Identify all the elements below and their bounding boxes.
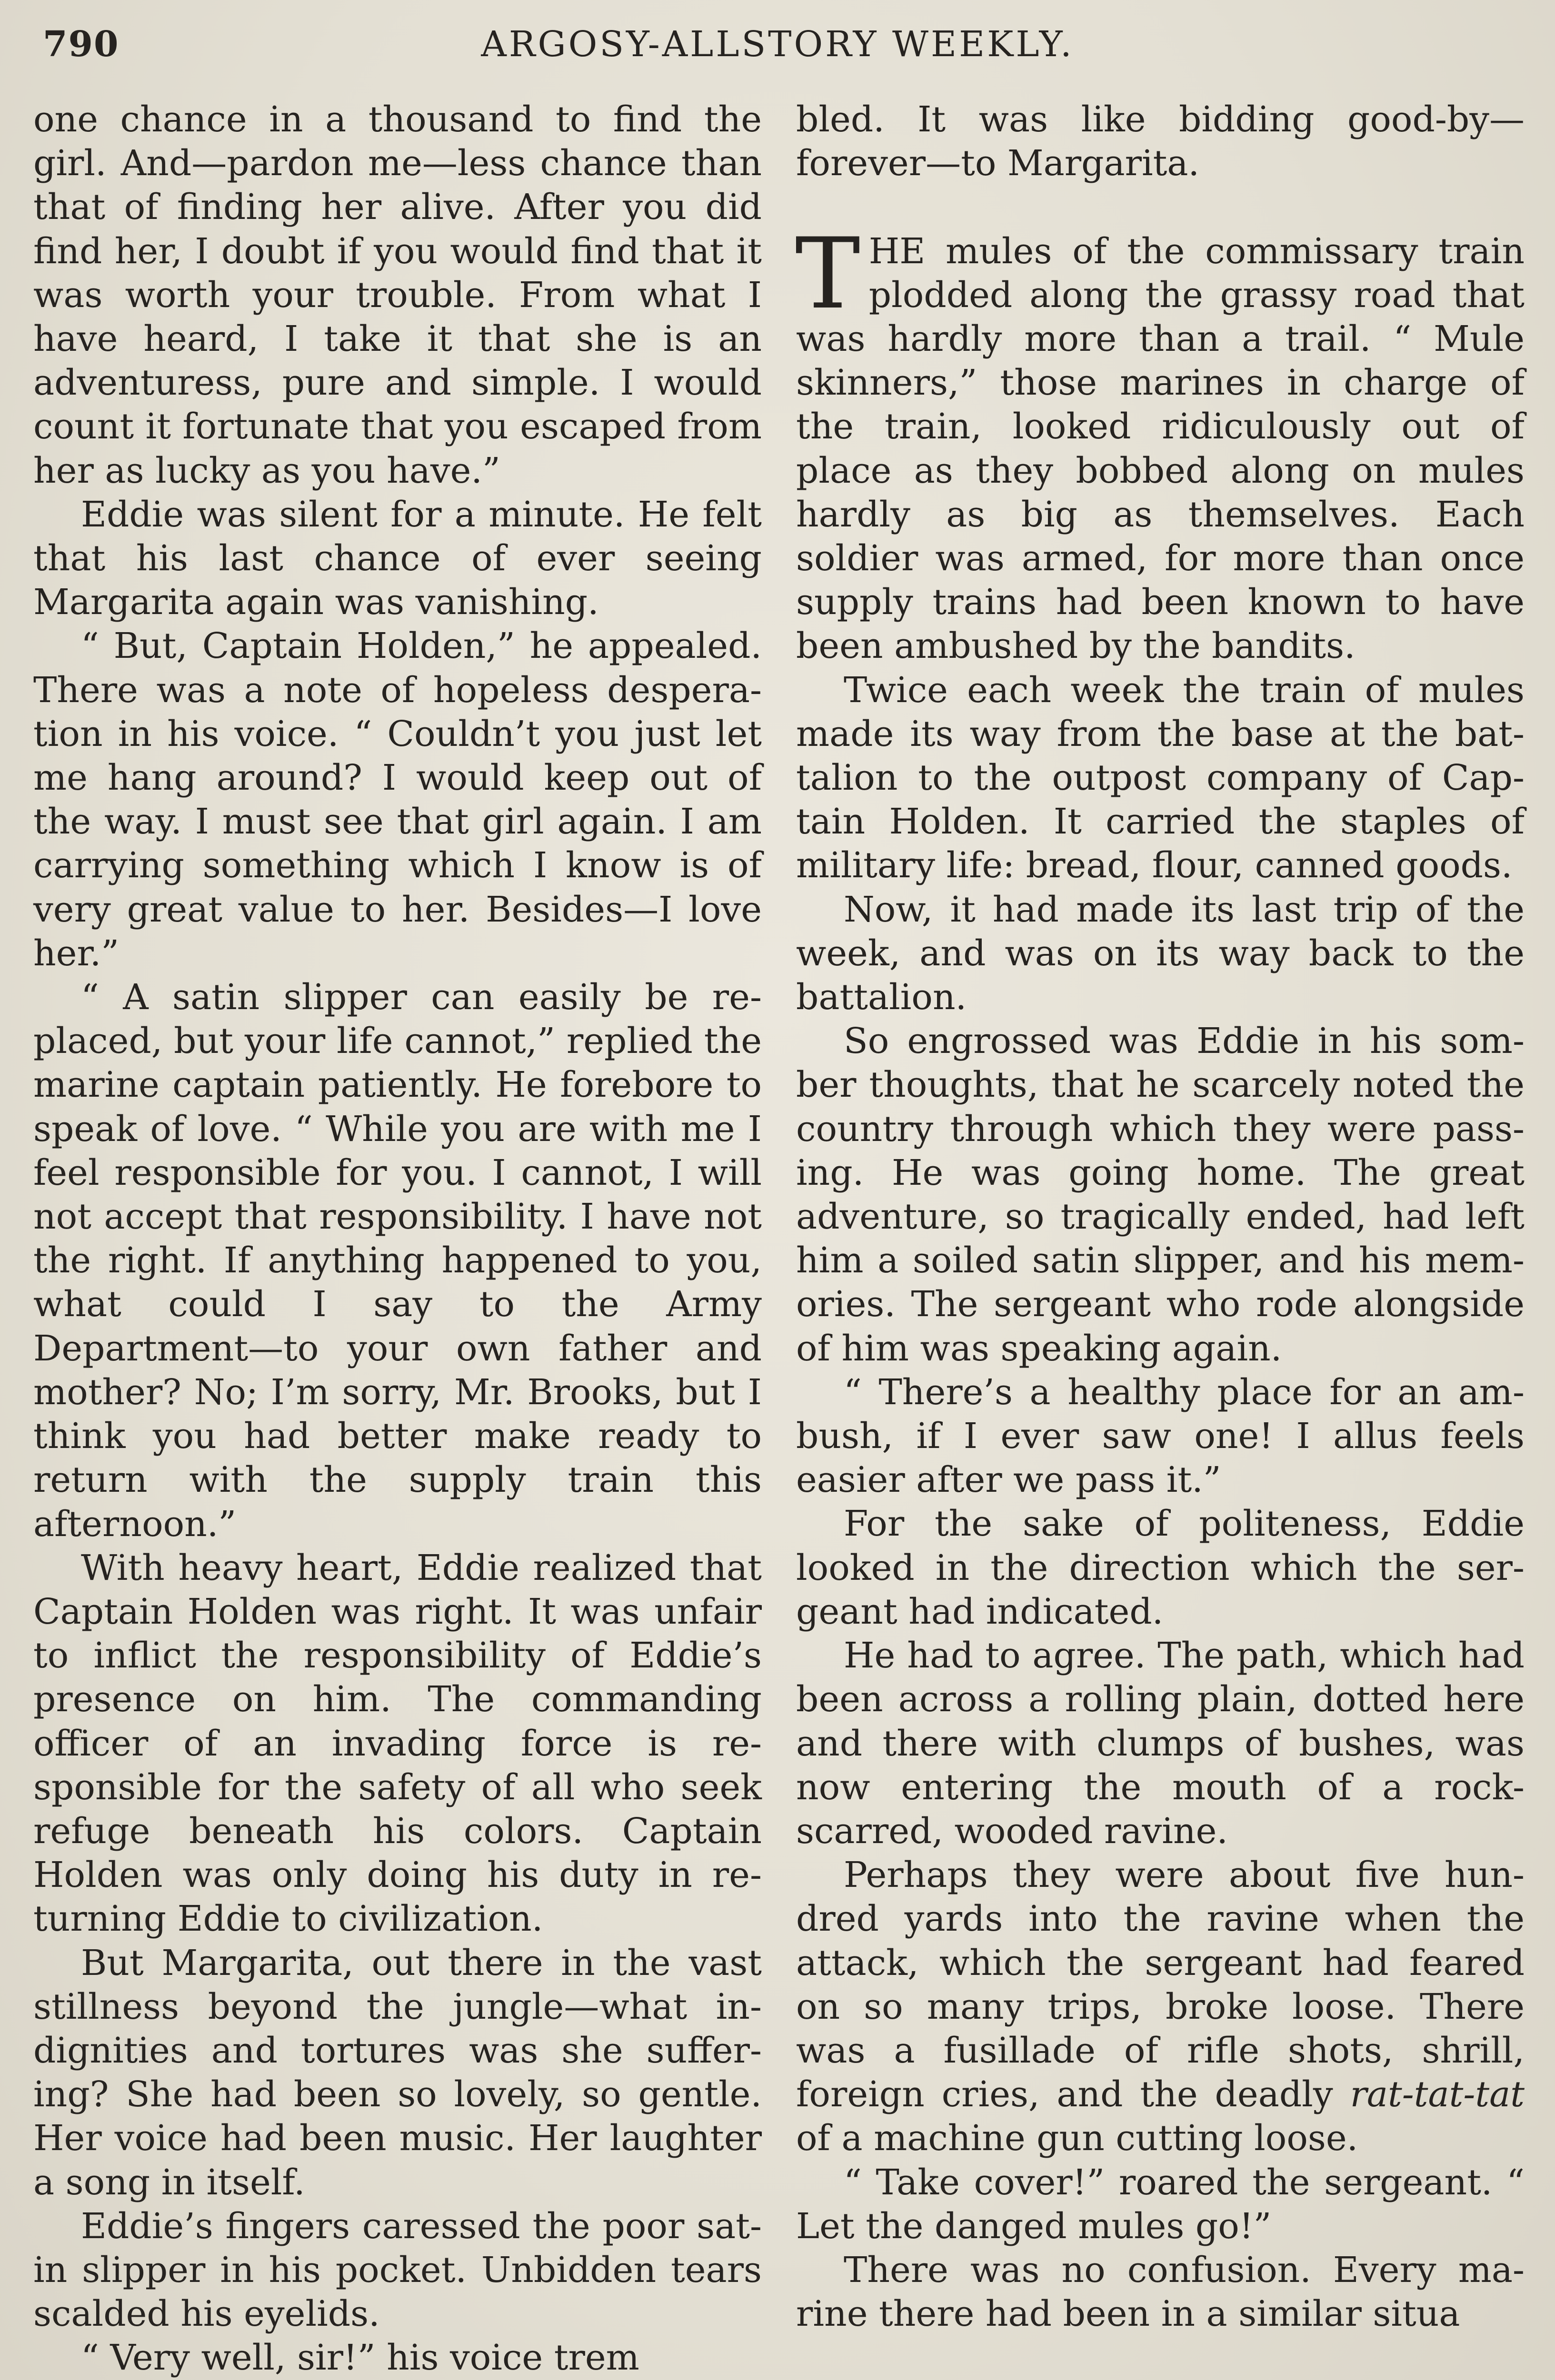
paragraph: So engrossed was Eddie in his somber thoughts, that he scarcely noted the country through which they were passing. He was going home. The great adventure, so tragically ended, had left him a soiled satin slipper, and his memories. The sergeant who rode alongside of him was speaking again. xyxy=(796,1021,1525,1369)
running-head: ARGOSY-ALLSTORY WEEKLY. xyxy=(481,24,1074,65)
paragraph: He had to agree. The path, which had been across a rolling plain, dotted here and there with clumps of bushes, was now entering the mouth of a rock-scarred, wooded ravine. xyxy=(796,1635,1525,1852)
section-opening-text: HE mules of the commissary train plodded along the grassy road that was hardly more than a trail. “ Mule skinners,” those marines in charge of the train, looked ridiculously out of place as they bobbed along on mules hardly as big as themselves. Each soldier was armed, for more than once supply trains had been known to have been ambushed by the bandits. xyxy=(796,230,1525,667)
attack-text-before: Perhaps they were about five hundred yards into the ravine when the attack, which the sergeant had feared on so many trips, broke loose. There was a fusillade of rifle shots, shrill, foreign cries, and the deadly xyxy=(796,1854,1525,2115)
paragraph: one chance in a thousand to find the girl. And—pardon me—less chance than that of finding her alive. After you did find her, I doubt if you would find that it was worth your trouble. From what I have heard, I take it that she is an adventuress, pure and simple. I would count it fortunate that you escaped from her as lucky as you have.” xyxy=(33,99,762,491)
italic-phrase: rat-tat-tat xyxy=(1350,2074,1525,2115)
paragraph: With heavy heart, Eddie realized that Captain Holden was right. It was unfair to inflict the responsibility of Eddie’s presence on him. The commanding officer of an invading force is responsible for the safety of all who seek refuge beneath his colors. Captain Holden was only doing his duty in returning Eddie to civilization. xyxy=(33,1547,762,1940)
paragraph: Now, it had made its last trip of the week, and was on its way back to the battalion. xyxy=(796,889,1525,1018)
paragraph: But Margarita, out there in the vast stillness beyond the jungle—what indignities and tortures was she suffering? She had been so lovely, so gentle. Her voice had been music. Her laughter a song in itself. xyxy=(33,1942,762,2203)
paragraph: “ There’s a healthy place for an ambush, if I ever saw one! I allus feels easier after we pass it.” xyxy=(796,1371,1525,1501)
section-opening-paragraph xyxy=(795,217,1525,668)
page-number: 790 xyxy=(43,24,120,65)
paragraph: There was no confusion. Every marine there had been in a similar situa xyxy=(796,2249,1525,2335)
paragraph: “ A satin slipper can easily be replaced, but your life cannot,” replied the marine captain patiently. He forebore to speak of love. “ While you are with me I feel responsible for you. I cannot, I will not accept that responsibility. I have not the right. If anything happened to you, what could I say to the Army Department—to your own father and mother? No; I’m sorry, Mr. Brooks, but I think you had better make ready to return with the supply train this afternoon.” xyxy=(33,977,762,1545)
right-column xyxy=(796,98,1525,2336)
paragraph-continuation: bled. It was like bidding good-by—forever—to Margarita. xyxy=(796,99,1525,184)
paragraph: Eddie’s fingers caressed the poor satin slipper in his pocket. Unbidden tears scalded his eyelids. xyxy=(33,2205,762,2335)
page-header xyxy=(33,10,1522,82)
paragraph: For the sake of politeness, Eddie looked in the direction which the sergeant had indicated. xyxy=(796,1503,1525,1632)
paragraph: “ Take cover!” roared the sergeant. “ Let the danged mules go!” xyxy=(796,2162,1525,2247)
paragraph: Eddie was silent for a minute. He felt that his last chance of ever seeing Margarita again was vanishing. xyxy=(33,494,762,623)
paragraph: “ Very well, sir!” his voice trem xyxy=(81,2337,639,2379)
drop-cap: T xyxy=(795,217,860,331)
attack-paragraph xyxy=(796,1853,1525,2160)
attack-text-after: of a machine gun cutting loose. xyxy=(796,2118,1358,2159)
paragraph: “ But, Captain Holden,” he appealed. There was a note of hopeless desperation in his voice. “ Couldn’t you just let me hang around? I would keep out of the way. I must see that girl again. I am carrying something which I know is of very great value to her. Besides—I love her.” xyxy=(33,625,762,974)
left-column xyxy=(33,98,762,2380)
paragraph: Twice each week the train of mules made its way from the base at the battalion to the outpost company of Captain Holden. It carried the staples of military life: bread, flour, canned goods. xyxy=(796,669,1525,886)
